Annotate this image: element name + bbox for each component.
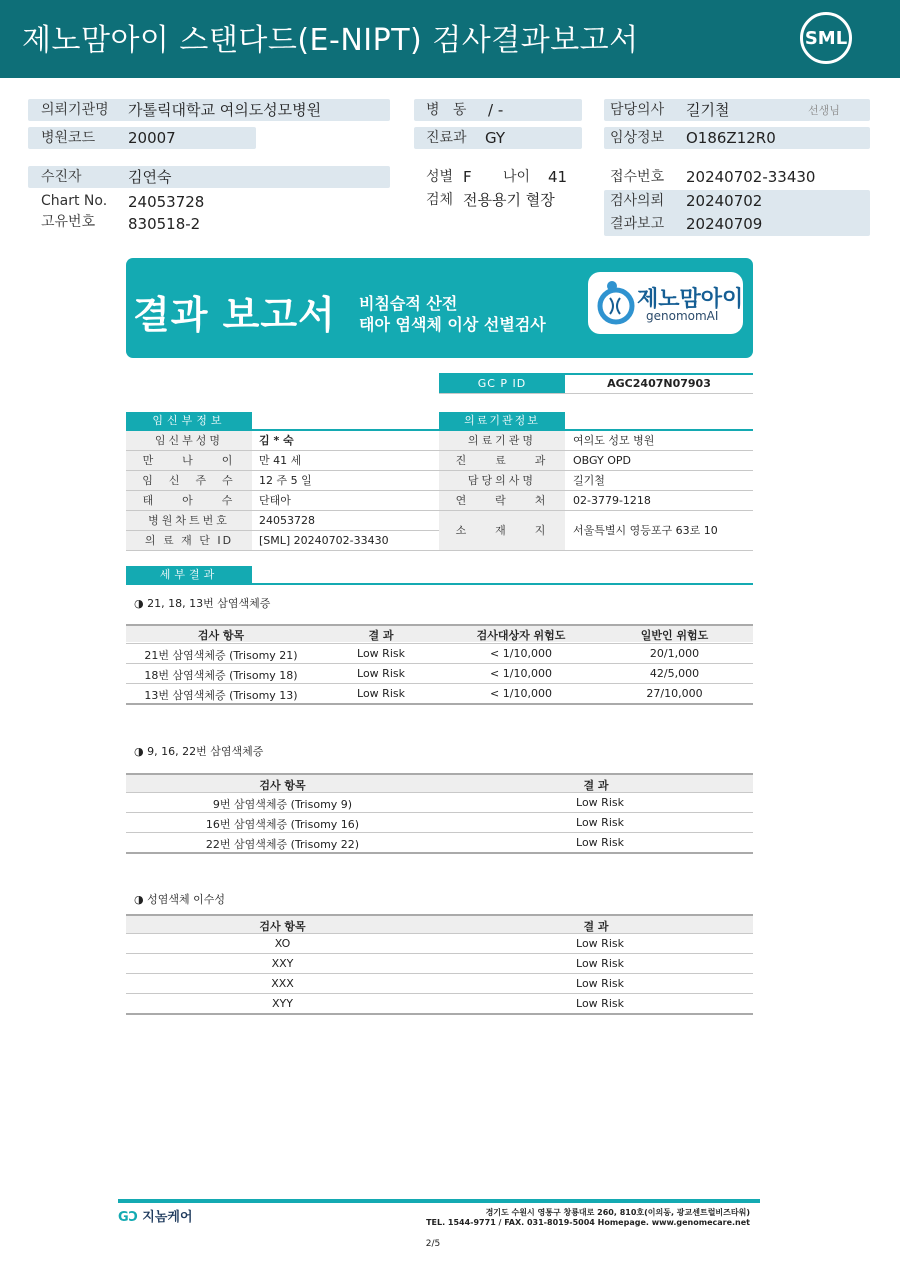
row-divider	[126, 933, 753, 934]
institution-value: 가톨릭대학교 여의도성모병원	[128, 101, 322, 119]
ward-value: / -	[488, 101, 504, 119]
genomom-logo-icon	[594, 278, 640, 328]
section2-heading	[134, 743, 263, 759]
t3-r3-result: Low Risk	[576, 997, 624, 1010]
maternal-value-5: [SML] 20240702-33430	[259, 534, 389, 547]
section1-heading-text: 21, 18, 13번 삼염색체증	[147, 597, 271, 610]
medical-value-0: 여의도 성모 병원	[573, 434, 655, 447]
maternal-info-tab: 임신부정보	[126, 412, 252, 430]
maternal-label-4: 병원차트번호	[126, 511, 252, 530]
patient-value: 김연숙	[128, 168, 172, 186]
table1-header-subject-risk: 검사대상자 위험도	[476, 629, 566, 642]
receipt-value: 20240702-33430	[686, 168, 816, 186]
section2-heading-text: 9, 16, 22번 삼염색체증	[147, 745, 264, 758]
request-label: 검사의뢰	[610, 193, 665, 209]
maternal-value-2: 12 주 5 일	[259, 474, 312, 487]
footer-contact: TEL. 1544-9771 / FAX. 031-8019-5004 Homepage. www.genomecare.net	[426, 1218, 750, 1227]
t3-r2-item: XXX	[271, 977, 294, 990]
t2-r2-result: Low Risk	[576, 836, 624, 849]
maternal-value-0: 김 * 숙	[259, 434, 294, 447]
sex-value: F	[463, 168, 472, 186]
section3-heading	[134, 891, 225, 907]
doctor-suffix: 선생님	[808, 104, 840, 117]
hospital-code-label: 병원코드	[41, 130, 96, 146]
sml-logo: SML	[800, 12, 852, 64]
row-divider	[126, 663, 753, 664]
row-divider	[126, 792, 753, 793]
table3-header-item: 검사 항목	[259, 920, 306, 933]
report-label: 결과보고	[610, 216, 665, 232]
table1-header-general-risk: 일반인 위험도	[640, 629, 709, 642]
t2-r1-result: Low Risk	[576, 816, 624, 829]
table1-header-result: 결 과	[368, 629, 394, 642]
table2-header-result: 결 과	[583, 779, 609, 792]
row-divider	[126, 683, 753, 684]
t2-r1-item: 16번 삼염색체증 (Trisomy 16)	[205, 818, 360, 831]
t1-r0-result: Low Risk	[357, 647, 405, 660]
t3-r1-result: Low Risk	[576, 957, 624, 970]
specimen-label: 검체	[426, 192, 454, 208]
hospital-code-value: 20007	[128, 129, 176, 147]
banner-subtitle-2: 태아 염색체 이상 선별검사	[359, 315, 546, 334]
specimen-value: 전용용기 혈장	[463, 191, 555, 209]
maternal-label-2: 임 신 주 수	[126, 471, 252, 490]
ward-label: 병 동	[426, 102, 467, 118]
t1-r0-item: 21번 삼염색체증 (Trisomy 21)	[144, 649, 298, 662]
clinical-value: O186Z12R0	[686, 129, 776, 147]
row-divider	[126, 993, 753, 994]
row-divider	[126, 832, 753, 833]
gcpid-bottom-line	[439, 393, 753, 394]
t3-r0-item: XO	[274, 937, 291, 950]
t3-r3-item: XYY	[272, 997, 293, 1010]
chart-value: 24053728	[128, 193, 205, 211]
t1-r1-result: Low Risk	[357, 667, 405, 680]
t1-r2-result: Low Risk	[357, 687, 405, 700]
medical-info-tab: 의료기관정보	[439, 412, 565, 430]
gcpid-value: AGC2407N07903	[607, 377, 711, 390]
maternal-label-3: 태 아 수	[126, 491, 252, 510]
maternal-value-1: 만 41 세	[259, 454, 302, 467]
department-label: 진료과	[426, 130, 467, 146]
doctor-label: 담당의사	[610, 102, 665, 118]
medical-label-0: 의료기관명	[439, 431, 565, 450]
t3-r0-result: Low Risk	[576, 937, 624, 950]
medical-value-1: OBGY OPD	[573, 454, 631, 467]
unique-label: 고유번호	[41, 214, 96, 230]
patient-row-bg	[28, 166, 390, 188]
footer-address: 경기도 수원시 영통구 창룡대로 260, 810호(이의동, 광교센트럴비즈타워)	[485, 1208, 750, 1217]
gcpid-label: GC P ID	[439, 375, 565, 393]
half-circle-icon: ◑	[134, 745, 144, 758]
brand-subtitle: genomomAI	[646, 309, 719, 323]
maternal-label-5: 의 료 재 단 ID	[126, 531, 252, 550]
medical-value-4: 서울특별시 영등포구 63로 10	[573, 524, 718, 537]
t2-r0-result: Low Risk	[576, 796, 624, 809]
sex-label: 성별	[426, 169, 454, 185]
unique-value: 830518-2	[128, 215, 201, 233]
t1-r0-subject: < 1/10,000	[490, 647, 552, 660]
t1-r0-general: 20/1,000	[649, 647, 700, 660]
department-value: GY	[485, 129, 506, 147]
half-circle-icon: ◑	[134, 893, 144, 906]
table2-bottom-line	[126, 852, 753, 854]
details-tab: 세부결과	[126, 566, 252, 584]
t1-r2-subject: < 1/10,000	[490, 687, 552, 700]
maternal-label-1: 만 나 이	[126, 451, 252, 470]
maternal-label-0: 임신부성명	[126, 431, 252, 450]
table2-header-item: 검사 항목	[259, 779, 306, 792]
row-divider	[126, 550, 439, 551]
section3-heading-text: 성염색체 이수성	[147, 893, 225, 906]
banner-title: 결과 보고서	[133, 293, 336, 337]
footer-bar	[118, 1199, 760, 1203]
row-divider	[126, 812, 753, 813]
t1-r1-item: 18번 삼염색체증 (Trisomy 18)	[144, 669, 298, 682]
receipt-label: 접수번호	[610, 169, 665, 185]
t3-r2-result: Low Risk	[576, 977, 624, 990]
medical-value-3: 02-3779-1218	[573, 494, 651, 507]
report-value: 20240709	[686, 215, 763, 233]
row-divider	[126, 953, 753, 954]
age-label: 나이	[503, 169, 531, 185]
maternal-value-3: 단태아	[259, 494, 291, 507]
table1-bottom-line	[126, 703, 753, 705]
t3-r1-item: XXY	[271, 957, 294, 970]
page-number: 2/5	[425, 1239, 441, 1249]
clinical-label: 임상정보	[610, 130, 665, 146]
banner-subtitle-1: 비침습적 산전	[359, 294, 458, 313]
footer-company: 지놈케어	[142, 1210, 193, 1225]
medical-label-2: 담당의사명	[439, 471, 565, 490]
t1-r1-subject: < 1/10,000	[490, 667, 552, 680]
t2-r2-item: 22번 삼염색체증 (Trisomy 22)	[205, 838, 360, 851]
chart-label: Chart No.	[41, 193, 108, 209]
table3-header-result: 결 과	[583, 920, 609, 933]
medical-label-3: 연 락 처	[439, 491, 565, 510]
t1-r2-item: 13번 삼염색체증 (Trisomy 13)	[144, 689, 298, 702]
row-divider	[126, 973, 753, 974]
age-value: 41	[548, 168, 568, 186]
institution-label: 의뢰기관명	[41, 102, 109, 118]
details-line	[126, 583, 753, 585]
t2-r0-item: 9번 삼염색체증 (Trisomy 9)	[212, 798, 353, 811]
section1-heading	[134, 595, 270, 611]
table3-bottom-line	[126, 1013, 753, 1015]
row-divider	[126, 643, 753, 644]
row-divider	[439, 550, 753, 551]
report-title: 제노맘아이 스탠다드(E-NIPT) 검사결과보고서	[22, 23, 639, 58]
brand-name: 제노맘아이	[637, 287, 744, 312]
t1-r2-general: 27/10,000	[646, 687, 703, 700]
genomecare-logo-icon: G⁠Ͻ	[118, 1210, 138, 1225]
request-value: 20240702	[686, 192, 763, 210]
maternal-value-4: 24053728	[259, 514, 315, 527]
doctor-value: 길기철	[686, 101, 730, 119]
medical-label-1: 진 료 과	[439, 451, 565, 470]
footer-logo	[118, 1206, 193, 1225]
half-circle-icon: ◑	[134, 597, 144, 610]
t1-r1-general: 42/5,000	[649, 667, 700, 680]
patient-label: 수진자	[41, 169, 82, 185]
medical-label-4: 소 재 지	[439, 511, 565, 550]
medical-value-2: 길기철	[573, 474, 605, 487]
table1-header-item: 검사 항목	[197, 629, 245, 642]
